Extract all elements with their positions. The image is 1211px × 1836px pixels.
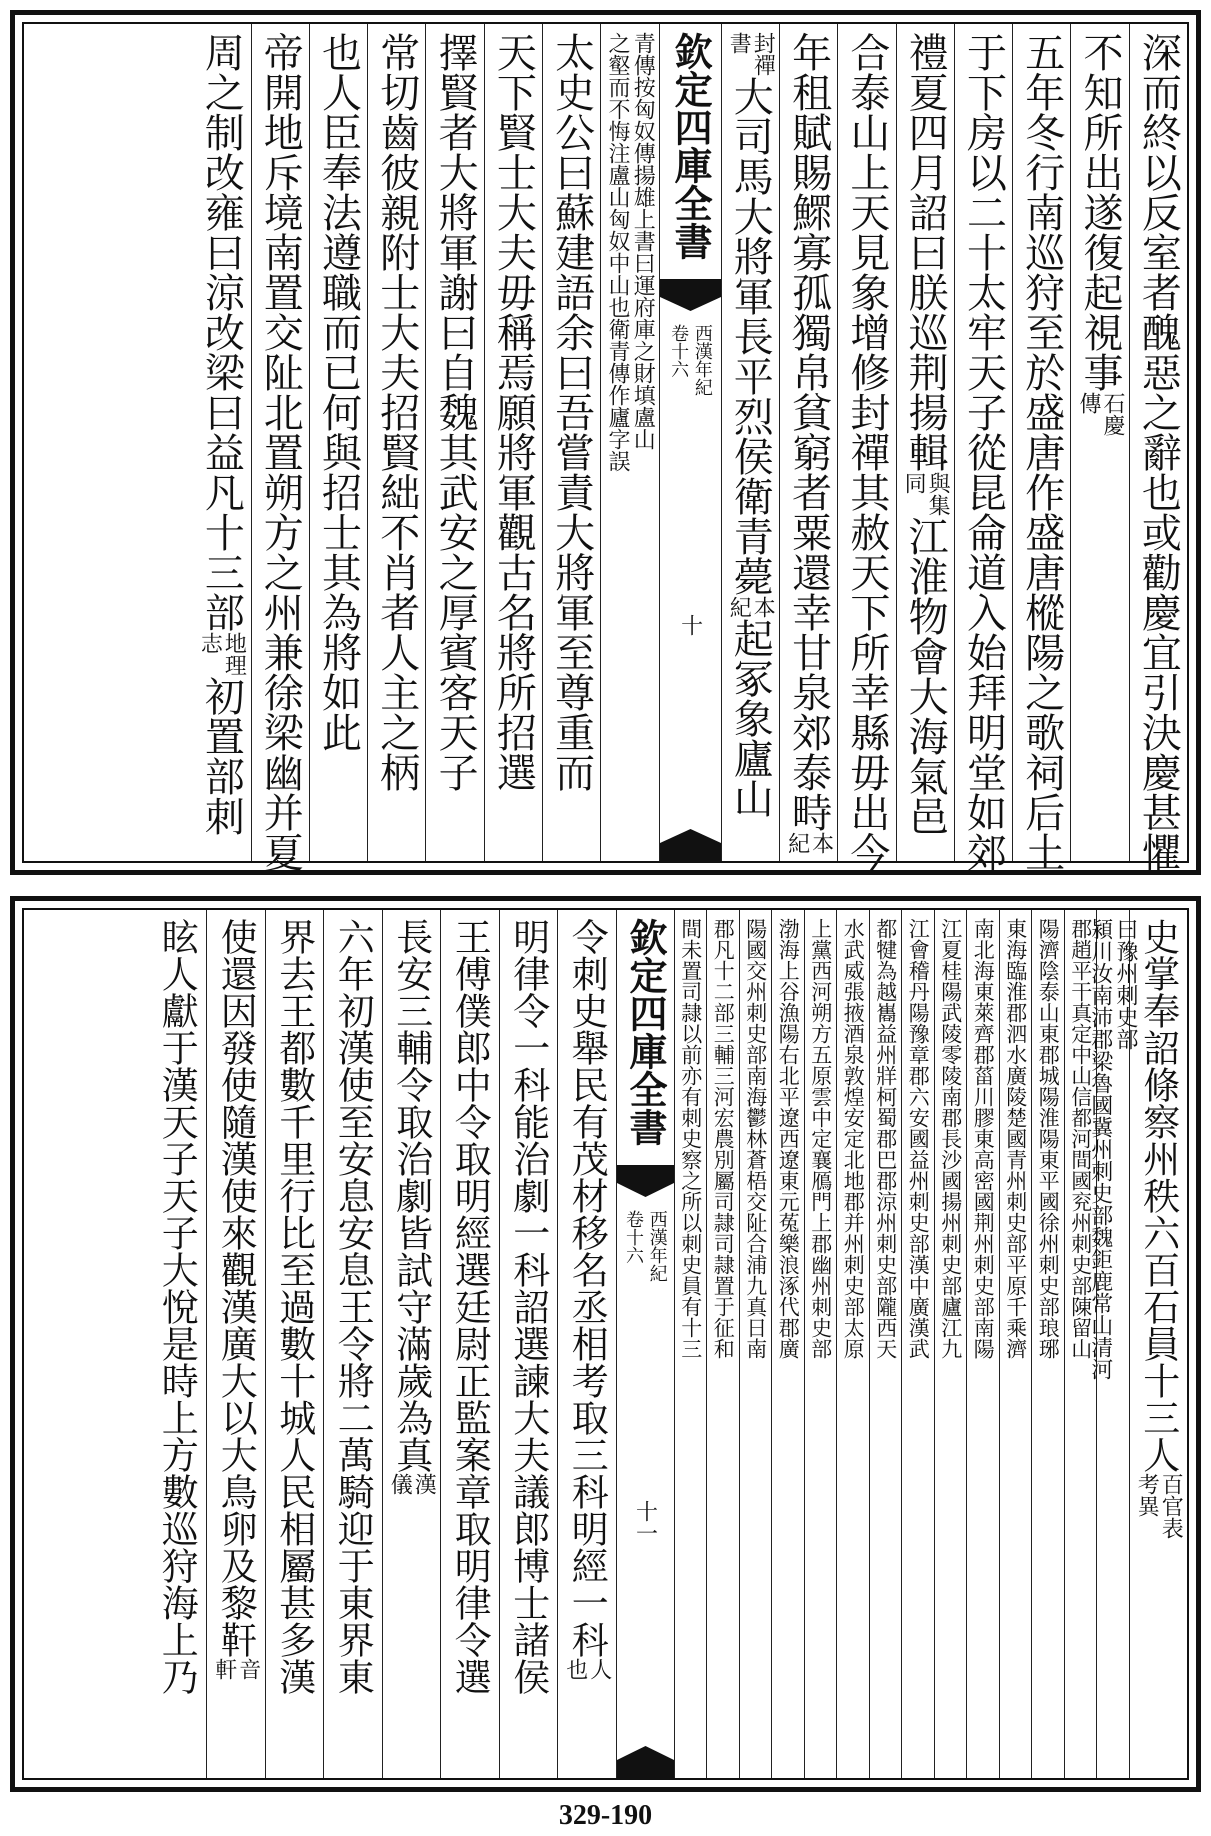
fish-tail-icon xyxy=(617,1165,674,1199)
left-cols-column xyxy=(557,910,616,1778)
right-cols-column xyxy=(739,910,772,1778)
upper-page xyxy=(10,10,1201,875)
inline-note: 同 xyxy=(901,472,927,494)
right-cols-column xyxy=(966,910,999,1778)
column-text: 也人臣奉法遵職而已何與招士其為將如此 xyxy=(315,32,362,752)
left-cols-column xyxy=(251,24,309,872)
annotation-text: 陽濟陰泰山東郡城陽淮陽東平國徐州刺史部琅琊 xyxy=(1036,918,1061,1359)
inline-note-block xyxy=(1076,392,1126,436)
right-cols-column xyxy=(804,910,837,1778)
inline-note-block xyxy=(726,596,776,618)
juan-label: 西漢年紀 xyxy=(691,324,713,396)
right-cols-column xyxy=(954,24,1012,872)
fish-tail-shape xyxy=(617,1746,674,1778)
right-cols-column xyxy=(869,910,902,1778)
main-text: 初置部刺 xyxy=(198,676,245,836)
column-text-with-note xyxy=(726,32,776,818)
left-cols-column xyxy=(425,24,483,861)
fish-tail-ornament xyxy=(617,1744,674,1778)
annotation-text: 渤海上谷漁陽右北平遼西遼東元菟樂浪涿代郡廣 xyxy=(776,918,801,1359)
fish-tail-icon xyxy=(660,279,721,313)
juan-label: 卷十六 xyxy=(668,324,690,378)
right-cols-column xyxy=(836,910,869,1778)
main-text: 使還因發使隨漢使來觀漢廣大以大鳥卵及黎靬 xyxy=(214,918,258,1658)
left-cols-column xyxy=(206,910,265,1778)
inline-note-block xyxy=(387,1473,437,1495)
annotation-text: 江會稽丹陽豫章郡六安國益州刺史部漢中廣漢武 xyxy=(906,918,931,1359)
column-text: 帝開地斥境南置交阯北置朔方之州兼徐梁幽并夏 xyxy=(257,32,304,872)
column-text-with-note xyxy=(387,918,437,1495)
juan-label: 西漢年紀 xyxy=(646,1210,668,1282)
inline-note: 也 xyxy=(562,1658,588,1680)
right-cols-column xyxy=(771,910,804,1778)
right-cols-column xyxy=(934,910,967,1778)
left-cols-column xyxy=(382,910,441,1778)
column-text: 常切齒彼親附士大夫招賢絀不肖者人主之柄 xyxy=(373,32,420,792)
left-cols-column xyxy=(440,910,499,1778)
inline-note: 傳 xyxy=(1076,392,1102,414)
left-cols-column xyxy=(148,910,207,1778)
annotation-text: 郡凡十二部三輔三河宏農別屬司隷司隷置于征和 xyxy=(711,918,736,1359)
right-cols-column xyxy=(1070,24,1128,861)
lower-columns xyxy=(24,910,1187,1778)
left-cols-column xyxy=(499,910,558,1778)
inline-note: 與集 xyxy=(925,472,951,516)
inline-note: 人 xyxy=(586,1658,612,1680)
right-cols-column xyxy=(999,910,1032,1778)
inline-note: 紀 xyxy=(784,832,810,854)
inline-note: 書 xyxy=(726,32,752,54)
fish-tail-ornament xyxy=(660,827,721,861)
annotation-text: 上黨西河朔方五原雲中定襄鴈門上郡幽州刺史部 xyxy=(808,918,833,1359)
column-text-with-note xyxy=(786,32,832,854)
inline-note: 音 xyxy=(235,1658,261,1680)
main-text: 江淮物會大海氣邑 xyxy=(902,516,949,836)
annotation-line-right: 曰豫州刺史部 xyxy=(1113,918,1139,1050)
column-text: 王傅僕郎中令取明經選廷尉正監案章取明律令選 xyxy=(448,918,492,1695)
column-text-with-note xyxy=(1134,918,1184,1539)
left-cols-column xyxy=(265,910,324,1778)
column-text: 六年初漢使至安息安息王令將二萬騎迎于東界東 xyxy=(331,918,375,1695)
annotation-line-left: 潁川汝南沛郡梁魯國冀州刺史部魏鉅鹿常山清河 xyxy=(1087,918,1113,1380)
right-cols-column xyxy=(1087,910,1139,1778)
column-text: 明律令一科能治劇一科詔選諫大夫議郎博士諸侯 xyxy=(506,918,550,1695)
fish-tail-ornament xyxy=(660,279,721,313)
column-text-with-note xyxy=(213,918,259,1680)
inline-note: 地理 xyxy=(221,632,247,676)
main-text: 起冢象廬山 xyxy=(727,618,774,818)
inline-note-block xyxy=(1134,1473,1184,1539)
left-cols-column xyxy=(323,910,382,1778)
inline-note-block xyxy=(726,32,776,76)
fish-tail-icon xyxy=(660,827,721,861)
inline-note: 志 xyxy=(197,632,223,654)
folio-number: 十一 xyxy=(632,1500,658,1544)
left-cols-column xyxy=(484,24,542,861)
right-cols-column xyxy=(1064,910,1097,1778)
column-text: 合泰山上天見象增修封禪其赦天下所幸縣毋出今 xyxy=(843,32,890,872)
book-title: 欽定四庫全書 xyxy=(622,918,668,1146)
inline-note: 漢 xyxy=(411,1473,437,1495)
center-title-column xyxy=(616,910,674,1778)
inline-note: 儀 xyxy=(387,1473,413,1495)
page-footer-number: 329-190 xyxy=(558,1800,653,1831)
main-text: 周之制改雍曰涼改梁曰益凡十三部 xyxy=(198,32,245,632)
main-text: 年租賦賜鰥寡孤獨帛貧窮者粟還幸甘泉郊泰畤 xyxy=(785,32,832,832)
annotation-line-left: 之壑而不悔注盧山匈奴中山也衛青傳作廬字誤 xyxy=(604,32,630,472)
right-cols-column xyxy=(901,910,934,1778)
inline-note: 紀 xyxy=(726,596,752,618)
column-text: 太史公曰蘇建語余曰吾嘗責大將軍至尊重而 xyxy=(548,32,595,792)
main-text: 長安三輔令取治劇皆試守滿歲為真 xyxy=(389,918,433,1473)
inline-note: 考異 xyxy=(1134,1473,1160,1517)
right-cols-column xyxy=(721,24,779,861)
double-annotation xyxy=(601,32,658,861)
inline-note: 軒 xyxy=(211,1658,237,1680)
inline-note-block xyxy=(786,832,832,854)
column-text: 于下房以二十太牢天子從昆侖道入始拜明堂如郊 xyxy=(960,32,1007,872)
column-text: 眩人獻于漢天子天子大悅是時上方數巡狩海上乃 xyxy=(155,918,199,1695)
column-text: 擇賢者大將軍謝曰自魏其武安之厚賓客天子 xyxy=(432,32,479,792)
column-text-with-note xyxy=(197,32,247,836)
annotation-text: 陽國交州刺史部南海鬱林蒼梧交阯合浦九真日南 xyxy=(743,918,768,1359)
center-title-column xyxy=(659,24,721,861)
main-text: 史掌奉詔條察州秩六百石員十三人 xyxy=(1136,918,1180,1473)
right-cols-column xyxy=(1129,24,1187,872)
inline-note: 石慶 xyxy=(1100,392,1126,436)
left-cols-column xyxy=(542,24,600,861)
annotation-text: 江夏桂陽武陵零陵南郡長沙國揚州刺史部廬江九 xyxy=(938,918,963,1359)
upper-page-frame xyxy=(22,22,1189,872)
inline-note: 本 xyxy=(808,832,834,854)
column-text-with-note xyxy=(1076,32,1126,436)
upper-columns xyxy=(24,24,1187,872)
lower-page xyxy=(10,896,1201,1792)
fish-tail-shape xyxy=(660,279,721,311)
annotation-text: 都犍為越巂益州牂柯蜀郡巴郡涼州刺史部隴西天 xyxy=(873,918,898,1359)
inline-note-block xyxy=(564,1658,610,1680)
main-text: 不知所出遂復起視事 xyxy=(1077,32,1124,392)
double-annotation xyxy=(1087,918,1139,1778)
column-text: 五年冬行南巡狩至於盛唐作盛唐樅陽之歌祠后土 xyxy=(1018,32,1065,872)
column-text: 天下賢士大夫毋稱焉願將軍觀古名將所招選 xyxy=(490,32,537,792)
left-cols-column xyxy=(367,24,425,861)
inline-note: 封禪 xyxy=(750,32,776,76)
book-title: 欽定四庫全書 xyxy=(668,32,714,260)
annotation-line-right: 青傳按匈奴傳揚雄上書曰運府庫之財填盧山 xyxy=(630,32,656,450)
right-cols-column xyxy=(706,910,739,1778)
fish-tail-shape xyxy=(660,829,721,861)
fish-tail-ornament xyxy=(617,1165,674,1199)
inline-note: 本 xyxy=(750,596,776,618)
juan-label-block xyxy=(660,324,721,396)
left-cols-column xyxy=(600,24,658,861)
main-text: 禮夏四月詔曰朕巡荆揚輯 xyxy=(902,32,949,472)
right-cols-column xyxy=(779,24,837,861)
right-cols-column xyxy=(837,24,895,872)
inline-note-block xyxy=(197,632,247,676)
annotation-text: 間未置司隷以前亦有刺史察之所以刺史員有十三 xyxy=(678,918,703,1359)
annotation-text: 郡趙平干真定中山信都河間國兖州刺史部陳留山 xyxy=(1068,918,1093,1359)
fish-tail-icon xyxy=(617,1744,674,1778)
right-cols-column xyxy=(896,24,954,861)
lower-page-frame xyxy=(22,908,1189,1780)
fish-tail-shape xyxy=(617,1165,674,1197)
column-text: 界去王都數千里行比至過數十城人民相屬甚多漢 xyxy=(272,918,316,1695)
column-text-with-note xyxy=(564,918,610,1680)
juan-label: 卷十六 xyxy=(623,1210,644,1264)
right-cols-column xyxy=(1012,24,1070,872)
annotation-text: 水武威張掖酒泉敦煌安定北地郡并州刺史部太原 xyxy=(841,918,866,1359)
column-text: 深而終以反室者醜惡之辭也或勸慶宜引決慶甚懼 xyxy=(1135,32,1182,872)
right-cols-column xyxy=(1031,910,1064,1778)
inline-note-block xyxy=(213,1658,259,1680)
main-text: 令刺史舉民有茂材移名丞相考取三科明經一科 xyxy=(565,918,609,1658)
left-cols-column xyxy=(192,24,250,861)
inline-note-block xyxy=(901,472,951,516)
folio-number: 十 xyxy=(677,614,703,636)
inline-note: 百官表 xyxy=(1158,1473,1184,1539)
annotation-text: 東海臨淮郡泗水廣陵楚國青州刺史部平原千乘濟 xyxy=(1003,918,1028,1359)
right-cols-column xyxy=(674,910,707,1778)
left-cols-column xyxy=(309,24,367,861)
juan-label-block xyxy=(617,1210,674,1282)
main-text: 大司馬大將軍長平烈侯衛青薨 xyxy=(727,76,774,596)
annotation-text: 南北海東萊齊郡菑川膠東高密國荆州刺史部南陽 xyxy=(971,918,996,1359)
column-text-with-note xyxy=(901,32,951,836)
